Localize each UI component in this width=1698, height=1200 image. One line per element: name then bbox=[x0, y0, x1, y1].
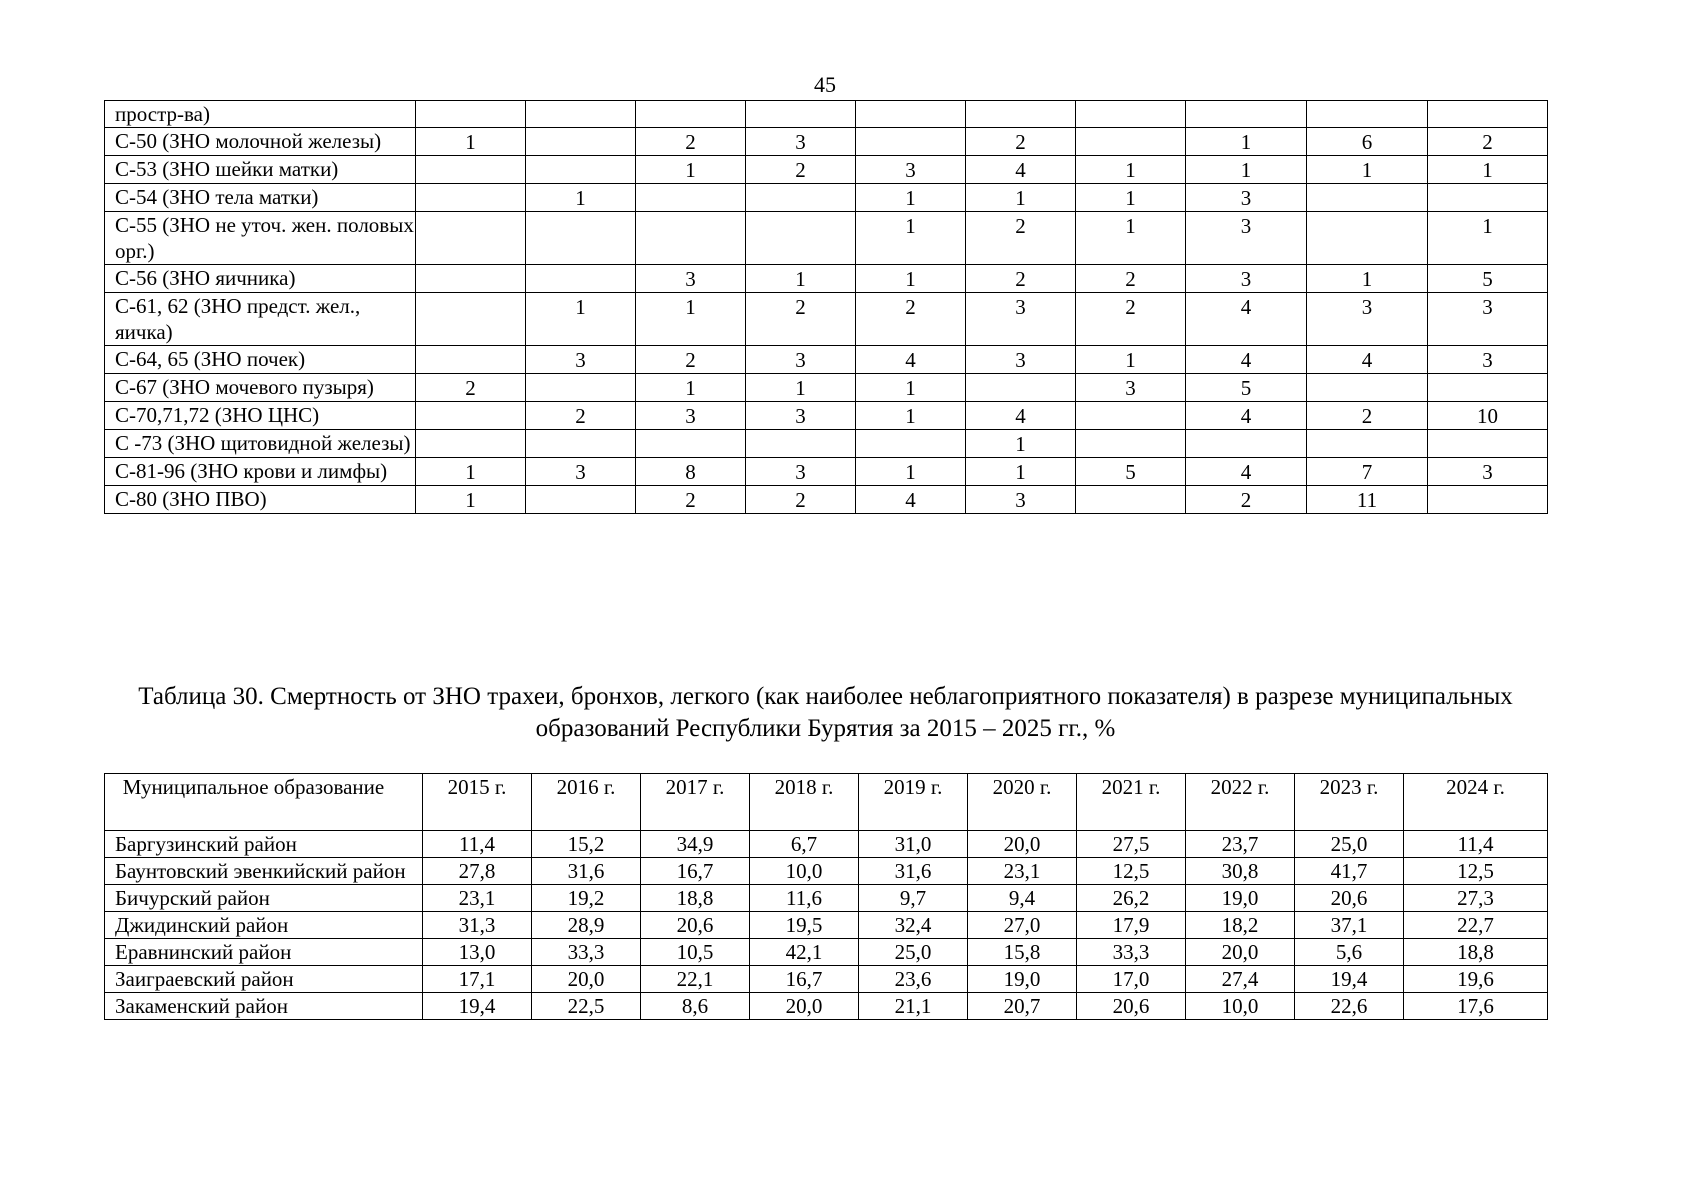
table-cell: 5 bbox=[1076, 458, 1186, 486]
table-cell: 3 bbox=[1428, 458, 1548, 486]
table-cell: 4 bbox=[966, 402, 1076, 430]
table-row bbox=[105, 402, 1548, 430]
table-cell bbox=[856, 430, 966, 458]
table-cell: 17,6 bbox=[1404, 993, 1548, 1020]
table-cell bbox=[416, 184, 526, 212]
column-header-year: 2017 г. bbox=[641, 774, 750, 831]
table-cell: 20,6 bbox=[1077, 993, 1186, 1020]
table-cell: 11,4 bbox=[423, 831, 532, 858]
table-cell: 34,9 bbox=[641, 831, 750, 858]
table-cell: 3 bbox=[1186, 265, 1307, 293]
table-cell: 1 bbox=[856, 265, 966, 293]
table-cell: 1 bbox=[416, 458, 526, 486]
table-cell: 1 bbox=[636, 374, 746, 402]
table-cell: 1 bbox=[966, 430, 1076, 458]
table-cell: 12,5 bbox=[1077, 858, 1186, 885]
table-cell: 11 bbox=[1307, 486, 1428, 514]
table-cell: 25,0 bbox=[1295, 831, 1404, 858]
table-cell: 19,4 bbox=[1295, 966, 1404, 993]
table-header-row bbox=[105, 774, 1548, 831]
table-cell: 1 bbox=[1186, 156, 1307, 184]
table-cell bbox=[416, 156, 526, 184]
table-cell: 2 bbox=[636, 128, 746, 156]
table-cell: 25,0 bbox=[859, 939, 968, 966]
table-cell: 3 bbox=[636, 265, 746, 293]
table-cell: 2 bbox=[966, 212, 1076, 265]
table-cell: 26,2 bbox=[1077, 885, 1186, 912]
table-cell bbox=[416, 212, 526, 265]
table-cell: 30,8 bbox=[1186, 858, 1295, 885]
table-cell: 1 bbox=[856, 402, 966, 430]
table-cell: 18,8 bbox=[1404, 939, 1548, 966]
table-cell bbox=[746, 430, 856, 458]
table-cell: 3 bbox=[1186, 184, 1307, 212]
table-cell: 4 bbox=[1186, 458, 1307, 486]
table-cell: 27,5 bbox=[1077, 831, 1186, 858]
table-row bbox=[105, 128, 1548, 156]
table-cell: 5 bbox=[1428, 265, 1548, 293]
column-header-year: 2018 г. bbox=[750, 774, 859, 831]
page-number: 45 bbox=[814, 72, 836, 97]
table-cell: 3 bbox=[1428, 293, 1548, 346]
table-cell: 20,6 bbox=[1295, 885, 1404, 912]
table-row bbox=[105, 430, 1548, 458]
lung-cancer-mortality-table bbox=[104, 773, 1548, 1020]
table-row bbox=[105, 156, 1548, 184]
table-cell: 6,7 bbox=[750, 831, 859, 858]
table-cell: 33,3 bbox=[1077, 939, 1186, 966]
table-cell: 4 bbox=[1186, 346, 1307, 374]
table-cell: 22,5 bbox=[532, 993, 641, 1020]
column-header-year: 2016 г. bbox=[532, 774, 641, 831]
table-cell: 3 bbox=[746, 458, 856, 486]
table-cell bbox=[526, 374, 636, 402]
table-cell bbox=[636, 212, 746, 265]
table-cell: 20,0 bbox=[750, 993, 859, 1020]
table-cell: 23,1 bbox=[423, 885, 532, 912]
table-cell bbox=[1186, 101, 1307, 128]
table-cell: 31,3 bbox=[423, 912, 532, 939]
table-cell: 2 bbox=[966, 265, 1076, 293]
row-label: С-67 (ЗНО мочевого пузыря) bbox=[105, 374, 416, 402]
table-cell: 16,7 bbox=[641, 858, 750, 885]
table-cell bbox=[416, 101, 526, 128]
row-label: С-54 (ЗНО тела матки) bbox=[105, 184, 416, 212]
table-cell: 1 bbox=[636, 156, 746, 184]
table-cell: 5 bbox=[1186, 374, 1307, 402]
table-cell: 5,6 bbox=[1295, 939, 1404, 966]
row-label: С-61, 62 (ЗНО предст. жел., яичка) bbox=[105, 293, 416, 346]
table-cell bbox=[1428, 486, 1548, 514]
table-cell: 19,4 bbox=[423, 993, 532, 1020]
row-label: простр-ва) bbox=[105, 101, 416, 128]
table-cell: 2 bbox=[746, 293, 856, 346]
table-cell: 7 bbox=[1307, 458, 1428, 486]
table-cell: 2 bbox=[636, 486, 746, 514]
table-cell bbox=[1307, 430, 1428, 458]
table-cell: 12,5 bbox=[1404, 858, 1548, 885]
table-cell: 4 bbox=[1186, 402, 1307, 430]
table-row bbox=[105, 993, 1548, 1020]
table-cell: 1 bbox=[526, 184, 636, 212]
table-cell bbox=[1076, 402, 1186, 430]
table-cell: 18,8 bbox=[641, 885, 750, 912]
table-cell: 1 bbox=[856, 374, 966, 402]
column-header-year: 2019 г. bbox=[859, 774, 968, 831]
table-row bbox=[105, 184, 1548, 212]
table-cell bbox=[1076, 430, 1186, 458]
table-cell: 22,6 bbox=[1295, 993, 1404, 1020]
table-cell: 3 bbox=[746, 128, 856, 156]
table-cell: 15,8 bbox=[968, 939, 1077, 966]
table-cell bbox=[416, 430, 526, 458]
municipality-name: Джидинский район bbox=[105, 912, 423, 939]
table-cell: 1 bbox=[966, 184, 1076, 212]
table-cell: 1 bbox=[526, 293, 636, 346]
table-cell: 2 bbox=[1428, 128, 1548, 156]
table-cell: 20,0 bbox=[532, 966, 641, 993]
table-cell: 2 bbox=[1186, 486, 1307, 514]
table-cell: 11,4 bbox=[1404, 831, 1548, 858]
table-cell: 17,9 bbox=[1077, 912, 1186, 939]
table-row bbox=[105, 293, 1548, 346]
table-cell bbox=[1076, 486, 1186, 514]
row-label: С -73 (ЗНО щитовидной железы) bbox=[105, 430, 416, 458]
table-cell: 17,1 bbox=[423, 966, 532, 993]
table-cell: 2 bbox=[1076, 293, 1186, 346]
table-row bbox=[105, 939, 1548, 966]
row-label: С-81-96 (ЗНО крови и лимфы) bbox=[105, 458, 416, 486]
table-caption: Таблица 30. Смертность от ЗНО трахеи, бронхов, легкого (как наиболее неблагоприятного показателя) в разрезе муниципальных образований Республики Бурятия за 2015 – 2025 гг., % bbox=[138, 683, 1513, 742]
table-cell: 2 bbox=[1307, 402, 1428, 430]
row-label: С-56 (ЗНО яичника) bbox=[105, 265, 416, 293]
table-cell: 32,4 bbox=[859, 912, 968, 939]
column-header-year: 2021 г. bbox=[1077, 774, 1186, 831]
table-cell: 3 bbox=[746, 402, 856, 430]
table-cell bbox=[746, 101, 856, 128]
table-cell: 20,6 bbox=[641, 912, 750, 939]
table-row bbox=[105, 265, 1548, 293]
table-cell: 1 bbox=[416, 486, 526, 514]
municipality-name: Баргузинский район bbox=[105, 831, 423, 858]
table-cell: 4 bbox=[1186, 293, 1307, 346]
table-cell bbox=[1428, 101, 1548, 128]
table-cell: 3 bbox=[1428, 346, 1548, 374]
row-label: С-80 (ЗНО ПВО) bbox=[105, 486, 416, 514]
table-cell: 3 bbox=[966, 346, 1076, 374]
table-cell: 22,7 bbox=[1404, 912, 1548, 939]
column-header-year: 2024 г. bbox=[1404, 774, 1548, 831]
table-cell: 3 bbox=[1076, 374, 1186, 402]
table-cell bbox=[1307, 374, 1428, 402]
table-cell: 3 bbox=[966, 293, 1076, 346]
table-cell: 4 bbox=[1307, 346, 1428, 374]
table-cell: 27,8 bbox=[423, 858, 532, 885]
table-cell bbox=[526, 212, 636, 265]
table-cell: 10 bbox=[1428, 402, 1548, 430]
table-cell: 16,7 bbox=[750, 966, 859, 993]
table-row bbox=[105, 858, 1548, 885]
table-cell bbox=[1307, 101, 1428, 128]
table-cell: 27,3 bbox=[1404, 885, 1548, 912]
table-cell: 19,0 bbox=[1186, 885, 1295, 912]
table-cell: 37,1 bbox=[1295, 912, 1404, 939]
table-cell: 2 bbox=[746, 156, 856, 184]
municipality-name: Бичурский район bbox=[105, 885, 423, 912]
table-cell: 10,0 bbox=[1186, 993, 1295, 1020]
table-cell: 33,3 bbox=[532, 939, 641, 966]
table-cell: 8,6 bbox=[641, 993, 750, 1020]
table-cell bbox=[966, 374, 1076, 402]
row-label: С-53 (ЗНО шейки матки) bbox=[105, 156, 416, 184]
table-cell: 20,0 bbox=[1186, 939, 1295, 966]
table-cell: 28,9 bbox=[532, 912, 641, 939]
table-cell: 27,0 bbox=[968, 912, 1077, 939]
table-cell: 10,5 bbox=[641, 939, 750, 966]
table-cell: 2 bbox=[1076, 265, 1186, 293]
table-cell: 15,2 bbox=[532, 831, 641, 858]
row-label: С-64, 65 (ЗНО почек) bbox=[105, 346, 416, 374]
table-cell: 27,4 bbox=[1186, 966, 1295, 993]
table-cell: 6 bbox=[1307, 128, 1428, 156]
table-cell bbox=[1428, 374, 1548, 402]
table-row bbox=[105, 458, 1548, 486]
table-cell: 3 bbox=[966, 486, 1076, 514]
table-cell bbox=[416, 402, 526, 430]
table-cell: 9,7 bbox=[859, 885, 968, 912]
table-cell: 2 bbox=[856, 293, 966, 346]
table-cell bbox=[1428, 184, 1548, 212]
cancer-deaths-by-site-table bbox=[104, 100, 1548, 514]
table-cell: 1 bbox=[416, 128, 526, 156]
column-header-year: 2020 г. bbox=[968, 774, 1077, 831]
table-row bbox=[105, 486, 1548, 514]
table-cell: 1 bbox=[1307, 265, 1428, 293]
table-cell: 41,7 bbox=[1295, 858, 1404, 885]
table-cell bbox=[856, 128, 966, 156]
table-cell: 1 bbox=[1186, 128, 1307, 156]
table-cell: 31,6 bbox=[859, 858, 968, 885]
table-row bbox=[105, 885, 1548, 912]
table-cell: 19,2 bbox=[532, 885, 641, 912]
table-row bbox=[105, 374, 1548, 402]
table-row bbox=[105, 346, 1548, 374]
table-cell: 1 bbox=[1307, 156, 1428, 184]
table-cell: 1 bbox=[856, 212, 966, 265]
table-cell: 10,0 bbox=[750, 858, 859, 885]
table-cell: 4 bbox=[856, 486, 966, 514]
table-cell: 1 bbox=[1428, 156, 1548, 184]
table-cell bbox=[966, 101, 1076, 128]
table-cell bbox=[416, 346, 526, 374]
table-cell: 21,1 bbox=[859, 993, 968, 1020]
row-label: С-70,71,72 (ЗНО ЦНС) bbox=[105, 402, 416, 430]
table-cell bbox=[526, 156, 636, 184]
table-cell: 3 bbox=[1186, 212, 1307, 265]
table-cell: 1 bbox=[1076, 346, 1186, 374]
table-cell: 23,7 bbox=[1186, 831, 1295, 858]
table-cell: 11,6 bbox=[750, 885, 859, 912]
table-cell: 1 bbox=[636, 293, 746, 346]
municipality-name: Баунтовский эвенкийский район bbox=[105, 858, 423, 885]
table-cell bbox=[1186, 430, 1307, 458]
table-cell: 3 bbox=[746, 346, 856, 374]
table-cell: 1 bbox=[856, 184, 966, 212]
table-cell bbox=[1428, 430, 1548, 458]
table-row bbox=[105, 101, 1548, 128]
table-cell: 1 bbox=[746, 374, 856, 402]
table-cell bbox=[416, 293, 526, 346]
table-row bbox=[105, 212, 1548, 265]
table-cell: 3 bbox=[636, 402, 746, 430]
table-row bbox=[105, 831, 1548, 858]
table-cell: 1 bbox=[1428, 212, 1548, 265]
table-cell bbox=[1307, 184, 1428, 212]
table-cell: 42,1 bbox=[750, 939, 859, 966]
table-cell: 1 bbox=[1076, 184, 1186, 212]
table-cell bbox=[1076, 101, 1186, 128]
row-label: С-55 (ЗНО не уточ. жен. половых орг.) bbox=[105, 212, 416, 265]
table-cell: 1 bbox=[856, 458, 966, 486]
table-cell: 1 bbox=[1076, 156, 1186, 184]
table-cell: 31,0 bbox=[859, 831, 968, 858]
table-cell bbox=[526, 486, 636, 514]
table-row bbox=[105, 912, 1548, 939]
table-cell: 1 bbox=[746, 265, 856, 293]
table-cell bbox=[526, 265, 636, 293]
column-header-year: 2015 г. bbox=[423, 774, 532, 831]
table-cell: 1 bbox=[966, 458, 1076, 486]
table-cell: 2 bbox=[746, 486, 856, 514]
table-cell: 8 bbox=[636, 458, 746, 486]
table-cell: 4 bbox=[856, 346, 966, 374]
column-header-year: 2023 г. bbox=[1295, 774, 1404, 831]
table-cell: 9,4 bbox=[968, 885, 1077, 912]
table-cell bbox=[746, 184, 856, 212]
table-cell: 1 bbox=[1076, 212, 1186, 265]
table-cell: 20,0 bbox=[968, 831, 1077, 858]
table-cell: 2 bbox=[416, 374, 526, 402]
table-cell bbox=[526, 430, 636, 458]
table-cell: 31,6 bbox=[532, 858, 641, 885]
table-cell bbox=[526, 128, 636, 156]
table-cell: 3 bbox=[526, 458, 636, 486]
table-cell: 20,7 bbox=[968, 993, 1077, 1020]
table-cell: 19,0 bbox=[968, 966, 1077, 993]
table-cell bbox=[746, 212, 856, 265]
column-header-year: 2022 г. bbox=[1186, 774, 1295, 831]
table-cell: 22,1 bbox=[641, 966, 750, 993]
table-cell: 2 bbox=[526, 402, 636, 430]
table-row bbox=[105, 966, 1548, 993]
table-cell: 19,5 bbox=[750, 912, 859, 939]
table-cell bbox=[1076, 128, 1186, 156]
table-cell: 3 bbox=[526, 346, 636, 374]
table-cell bbox=[416, 265, 526, 293]
row-label: С-50 (ЗНО молочной железы) bbox=[105, 128, 416, 156]
table-cell: 23,6 bbox=[859, 966, 968, 993]
table-cell: 18,2 bbox=[1186, 912, 1295, 939]
table-cell bbox=[856, 101, 966, 128]
table-cell: 17,0 bbox=[1077, 966, 1186, 993]
table-cell: 23,1 bbox=[968, 858, 1077, 885]
table-cell bbox=[636, 184, 746, 212]
municipality-name: Закаменский район bbox=[105, 993, 423, 1020]
table-cell: 4 bbox=[966, 156, 1076, 184]
municipality-name: Еравнинский район bbox=[105, 939, 423, 966]
municipality-name: Заиграевский район bbox=[105, 966, 423, 993]
table-cell bbox=[526, 101, 636, 128]
table-cell: 19,6 bbox=[1404, 966, 1548, 993]
column-header-municipality: Муниципальное образование bbox=[105, 774, 423, 831]
table-cell: 3 bbox=[856, 156, 966, 184]
table-cell: 2 bbox=[636, 346, 746, 374]
table-cell bbox=[636, 101, 746, 128]
table-cell: 3 bbox=[1307, 293, 1428, 346]
table-cell: 2 bbox=[966, 128, 1076, 156]
table-cell: 13,0 bbox=[423, 939, 532, 966]
table-cell bbox=[636, 430, 746, 458]
table-cell bbox=[1307, 212, 1428, 265]
